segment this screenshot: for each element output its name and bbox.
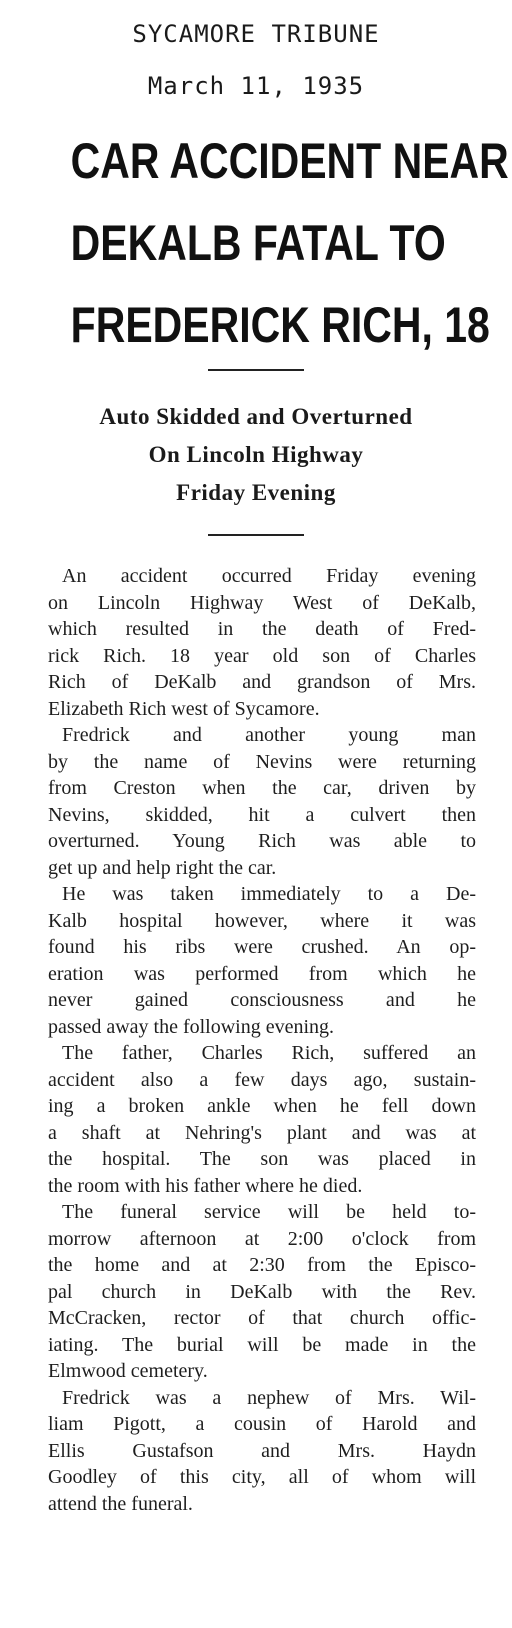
divider-rule	[208, 534, 304, 536]
article-line: a shaft at Nehring's plant and was at	[48, 1121, 476, 1144]
divider-rule	[208, 369, 304, 371]
article-line: Fredrick and another young man	[62, 724, 476, 746]
article-line: the hospital. The son was placed in	[48, 1148, 476, 1170]
article-line: Nevins, skidded, hit a culvert then	[48, 803, 476, 826]
headline-line: FREDERICK RICH, 18	[70, 297, 490, 353]
headline-line: DEKALB FATAL TO	[70, 215, 446, 271]
article-paragraph	[48, 1385, 476, 1518]
article-line: morrow afternoon at 2:00 o'clock from	[48, 1227, 476, 1250]
article-line: get up and help right the car.	[48, 856, 277, 879]
headline-line: CAR ACCIDENT NEAR	[70, 133, 509, 189]
article-line: which resulted in the death of Fred-	[48, 618, 476, 640]
subheadline	[30, 398, 482, 512]
article-paragraph	[48, 1199, 476, 1385]
article-paragraph	[48, 881, 476, 1040]
subheadline-line: On Lincoln Highway	[148, 442, 364, 467]
article-line: The funeral service will be held to-	[62, 1201, 476, 1223]
article-line: eration was performed from which he	[48, 962, 476, 985]
article-line: Fredrick was a nephew of Mrs. Wil-	[62, 1386, 476, 1409]
article-line: McCracken, rector of that church offic-	[48, 1307, 476, 1329]
article-line: Elizabeth Rich west of Sycamore.	[48, 697, 320, 720]
article-line: attend the funeral.	[48, 1492, 193, 1515]
article-line: ing a broken ankle when he fell down	[48, 1095, 476, 1117]
article-body	[48, 563, 476, 1517]
article-line: Goodley of this city, all of whom will	[48, 1466, 476, 1488]
article-line: liam Pigott, a cousin of Harold and	[48, 1413, 476, 1435]
article-paragraph	[48, 722, 476, 881]
article-line: iating. The burial will be made in the	[48, 1333, 476, 1356]
article-line: Kalb hospital however, where it was	[48, 909, 476, 932]
article-line: found his ribs were crushed. An op-	[48, 936, 476, 958]
article-line: passed away the following evening.	[48, 1015, 335, 1038]
article-line: by the name of Nevins were returning	[48, 750, 476, 773]
article-line: Ellis Gustafson and Mrs. Haydn	[48, 1439, 476, 1462]
article-line: the room with his father where he died.	[48, 1174, 363, 1197]
article-line: never gained consciousness and he	[48, 989, 476, 1011]
article-paragraph	[48, 563, 476, 722]
article-line: on Lincoln Highway West of DeKalb,	[48, 591, 476, 614]
article-line: the home and at 2:30 from the Episco-	[48, 1254, 476, 1276]
publication-date: March 11, 1935	[147, 72, 365, 100]
article-paragraph	[48, 1040, 476, 1199]
headline	[30, 120, 509, 366]
article-line: An accident occurred Friday evening	[62, 565, 476, 587]
article-line: The father, Charles Rich, suffered an	[62, 1042, 476, 1064]
article-line: accident also a few days ago, sustain-	[48, 1068, 476, 1091]
article-line: He was taken immediately to a De-	[62, 883, 476, 905]
article-line: from Creston when the car, driven by	[48, 777, 476, 799]
newspaper-name: SYCAMORE TRIBUNE	[132, 20, 380, 48]
article-line: rick Rich. 18 year old son of Charles	[48, 644, 476, 667]
article-line: Elmwood cemetery.	[48, 1360, 208, 1382]
subheadline-line: Auto Skidded and Overturned	[99, 404, 413, 429]
subheadline-line: Friday Evening	[176, 480, 336, 505]
article-line: pal church in DeKalb with the Rev.	[48, 1280, 476, 1303]
article-line: Rich of DeKalb and grandson of Mrs.	[48, 671, 476, 693]
article-line: overturned. Young Rich was able to	[48, 830, 476, 852]
